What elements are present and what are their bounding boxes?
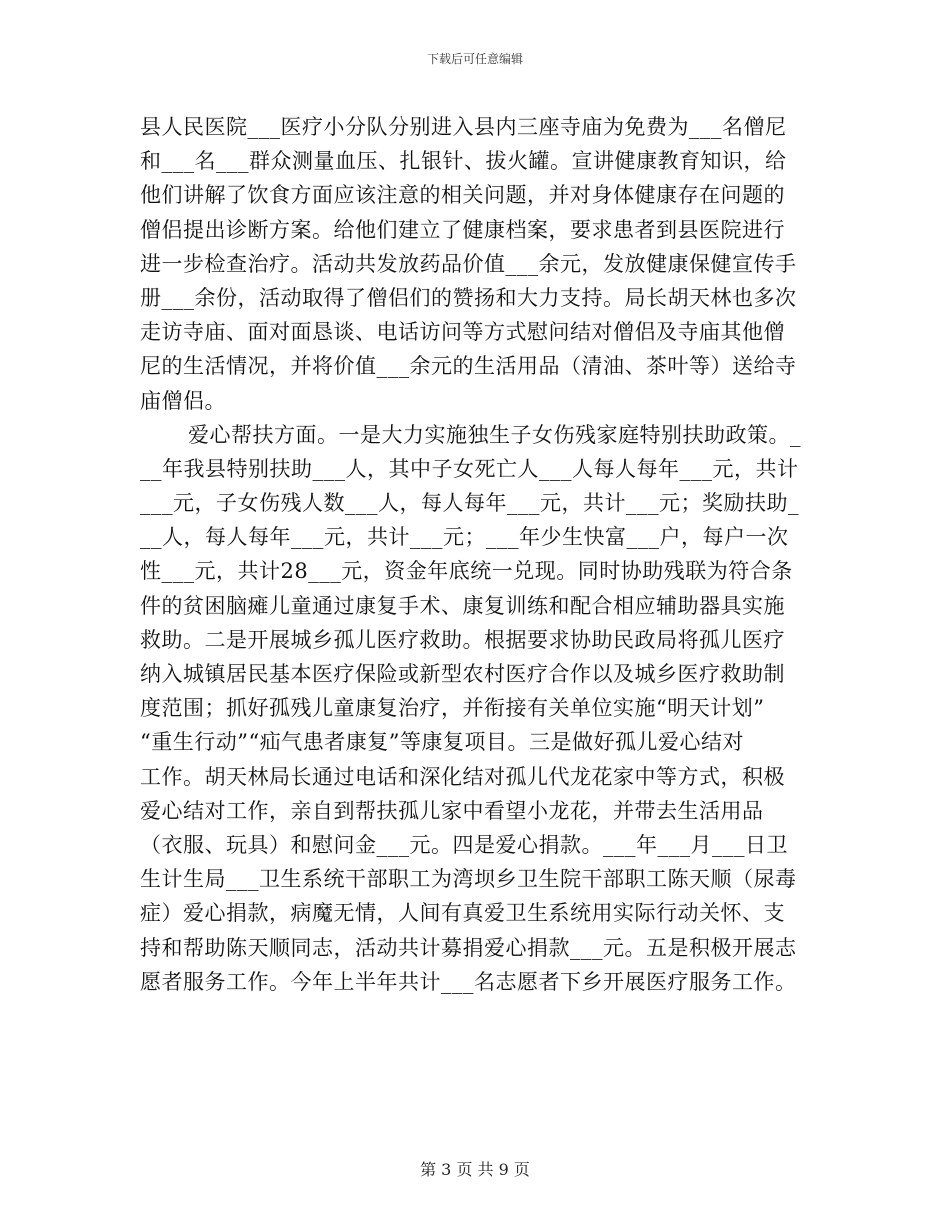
text-line: 症）爱心捐款，病魔无情，人间有真爱卫生系统用实际行动关怀、支 [140,901,785,926]
text-line: 和___名___群众测量血压、扎银针、拔火罐。宣讲健康教育知识，给 [140,149,787,174]
text-line: 件的贫困脑瘫儿童通过康复手术、康复训练和配合相应辅助器具实施 [140,593,785,618]
text-line: 僧侣提出诊断方案。给他们建立了健康档案，要求患者到县医院进行 [140,217,785,242]
text-line: 县人民医院___医疗小分队分别进入县内三座寺庙为免费为___名僧尼 [140,115,787,139]
text-line: 工作。胡天林局长通过电话和深化结对孤儿代龙花家中等方式，积极 [140,764,785,789]
text-line: 册___余份，活动取得了僧侣们的赞扬和大力支持。局长胡天林也多次 [140,285,797,310]
paragraph-start-line: 爱心帮扶方面。一是大力实施独生子女伤残家庭特别扶助政策。_ [188,422,801,447]
text-line: 进一步检查治疗。活动共发放药品价值___余元，发放健康保健宣传手 [140,251,797,276]
page-number-footer: 第 3 页 共 9 页 [420,1160,530,1179]
text-line: 愿者服务工作。今年上半年共计___名志愿者下乡开展医疗服务工作。 [140,969,797,994]
text-line: 庙僧侣。 [140,388,226,413]
page-header: 下载后可任意编辑 [426,52,523,66]
text-line: 纳入城镇居民基本医疗保险或新型农村医疗合作以及城乡医疗救助制 [140,662,785,686]
text-line: 爱心结对工作，亲自到帮扶孤儿家中看望小龙花，并带去生活用品 [140,798,764,823]
text-line: 生计生局___卫生系统干部职工为湾坝乡卫生院干部职工陈天顺（尿毒 [140,867,797,892]
text-line: __年我县特别扶助___人，其中子女死亡人___人每人每年___元，共计 [140,456,799,481]
text-line: 持和帮助陈天顺同志，活动共计募捐爱心捐款___元。五是积极开展志 [140,935,797,960]
text-line: __人，每人每年___元，共计___元；___年少生快富___户，每户一次 [140,525,789,550]
text-line: 走访寺庙、面对面恳谈、电话访问等方式慰问结对僧侣及寺庙其他僧 [140,320,785,345]
text-line: ___元，子女伤残人数___人，每人每年___元，共计___元；奖励扶助_ [140,491,799,516]
text-line: （衣服、玩具）和慰问金___元。四是爱心捐款。___年___月___日卫 [140,832,788,857]
body-text [140,110,812,999]
text-line: 他们讲解了饮食方面应该注意的相关问题，并对身体健康存在问题的 [140,183,785,208]
text-line: 救助。二是开展城乡孤儿医疗救助。根据要求协助民政局将孤儿医疗 [140,627,785,652]
text-line: 性___元，共计28___元，资金年底统一兑现。同时协助残联为符合条 [140,559,793,584]
text-line: 度范围；抓好孤残儿童康复治疗，并衔接有关单位实施“明天计划” [140,696,765,721]
text-line: “重生行动”“疝气患者康复”等康复项目。三是做好孤儿爱心结对 [140,730,744,755]
text-line: 尼的生活情况，并将价值___余元的生活用品（清油、茶叶等）送给寺 [140,354,797,379]
